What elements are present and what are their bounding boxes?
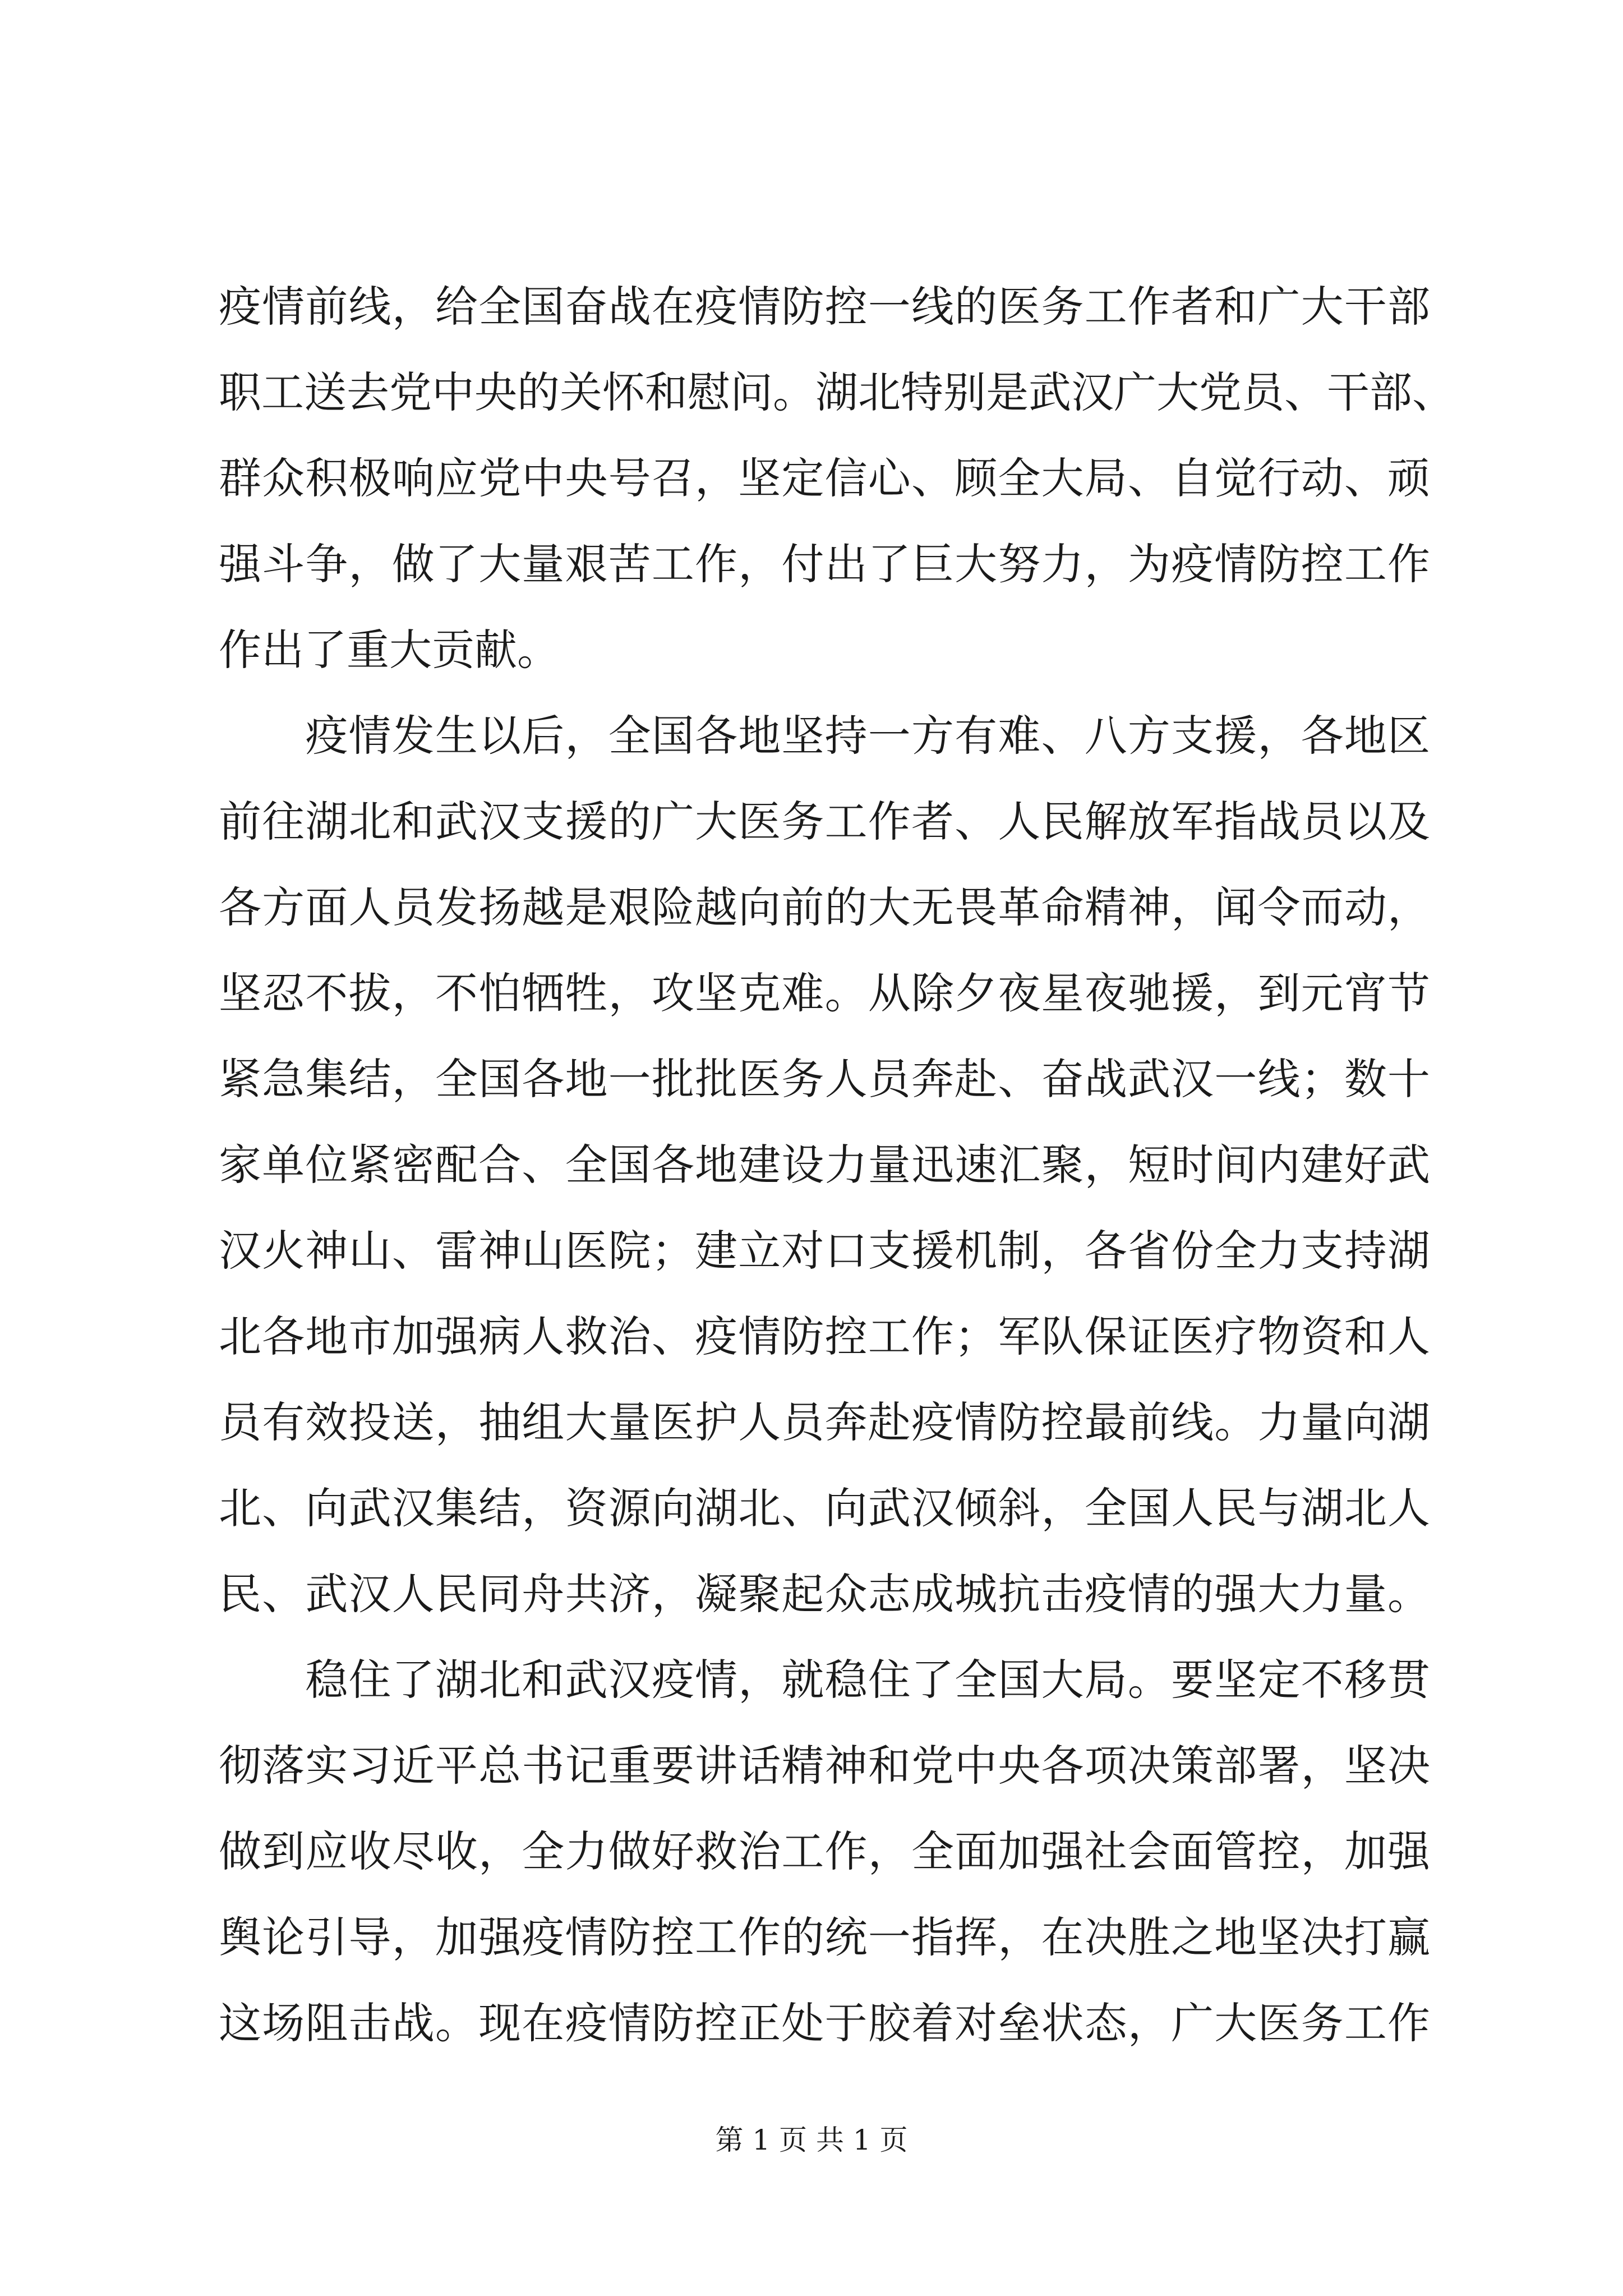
text-line: 舆论引导，加强疫情防控工作的统一指挥，在决胜之地坚决打赢 xyxy=(219,1912,1430,1962)
text-line: 做到应收尽收，全力做好救治工作，全面加强社会面管控，加强 xyxy=(219,1826,1430,1876)
text-line: 北、向武汉集结，资源向湖北、向武汉倾斜，全国人民与湖北人 xyxy=(219,1483,1430,1533)
document-body xyxy=(219,264,1455,2066)
text-line: 员有效投送，抽组大量医护人员奔赴疫情防控最前线。力量向湖 xyxy=(219,1397,1430,1447)
text-line: 前往湖北和武汉支援的广大医务工作者、人民解放军指战员以及 xyxy=(219,797,1430,846)
text-line: 作出了重大贡献。 xyxy=(219,625,560,675)
text-line: 民、武汉人民同舟共济，凝聚起众志成城抗击疫情的强大力量。 xyxy=(219,1569,1430,1619)
text-line: 疫情发生以后，全国各地坚持一方有难、八方支援，各地区 xyxy=(219,711,1430,761)
text-line: 各方面人员发扬越是艰险越向前的大无畏革命精神，闻令而动， xyxy=(219,882,1430,932)
text-line: 彻落实习近平总书记重要讲话精神和党中央各项决策部署，坚决 xyxy=(219,1741,1430,1791)
text-line: 坚忍不拔，不怕牺牲，攻坚克难。从除夕夜星夜驰援，到元宵节 xyxy=(219,968,1430,1018)
text-line: 强斗争，做了大量艰苦工作，付出了巨大努力，为疫情防控工作 xyxy=(219,539,1430,589)
text-line: 群众积极响应党中央号召，坚定信心、顾全大局、自觉行动、顽 xyxy=(219,453,1430,503)
text-line: 汉火神山、雷神山医院；建立对口支援机制，各省份全力支持湖 xyxy=(219,1226,1430,1276)
text-line: 家单位紧密配合、全国各地建设力量迅速汇聚，短时间内建好武 xyxy=(219,1140,1430,1190)
text-line: 这场阻击战。现在疫情防控正处于胶着对垒状态，广大医务工作 xyxy=(219,1998,1430,2048)
page-number-footer: 第 1 页 共 1 页 xyxy=(715,2124,908,2156)
text-line: 疫情前线，给全国奋战在疫情防控一线的医务工作者和广大干部 xyxy=(219,282,1430,332)
text-line: 北各地市加强病人救治、疫情防控工作；军队保证医疗物资和人 xyxy=(219,1312,1430,1361)
text-line: 紧急集结，全国各地一批批医务人员奔赴、奋战武汉一线；数十 xyxy=(219,1054,1430,1104)
text-line: 职工送去党中央的关怀和慰问。湖北特别是武汉广大党员、干部、 xyxy=(219,367,1455,417)
text-line: 稳住了湖北和武汉疫情，就稳住了全国大局。要坚定不移贯 xyxy=(219,1655,1430,1705)
